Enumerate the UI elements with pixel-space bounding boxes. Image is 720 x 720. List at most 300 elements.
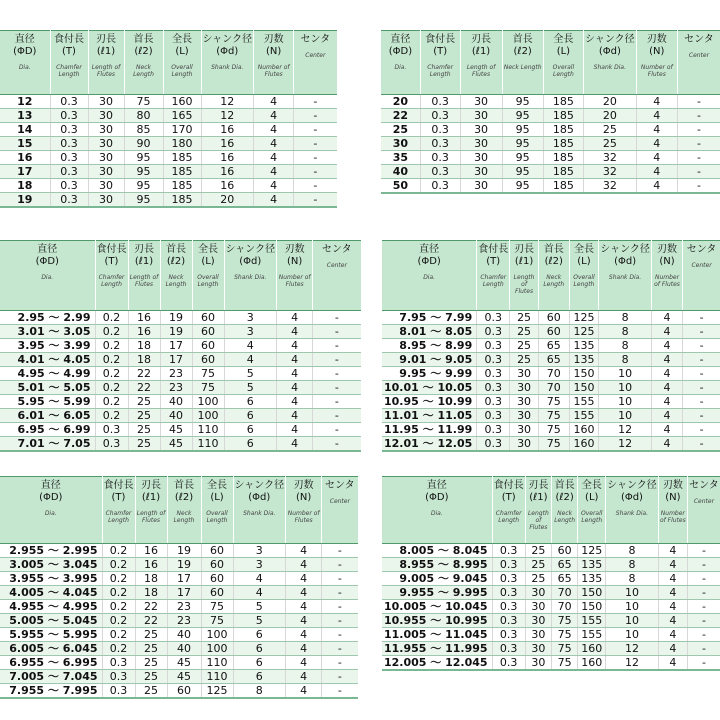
center-cell: - <box>322 586 358 600</box>
center-cell: - <box>322 558 358 572</box>
spec-table-dia-20-50 <box>381 30 720 194</box>
chamfer-length-cell: 0.3 <box>50 151 88 165</box>
overall-length-cell: 100 <box>201 642 233 656</box>
neck-length-cell: 95 <box>124 193 163 208</box>
flute-length-cell: 22 <box>135 614 167 628</box>
flute-count-cell: 4 <box>254 109 294 123</box>
table-row <box>381 165 720 179</box>
overall-length-cell: 135 <box>578 558 606 572</box>
overall-length-cell: 185 <box>543 179 583 194</box>
overall-length-cell: 180 <box>163 137 201 151</box>
chamfer-length-cell: 0.2 <box>95 339 128 353</box>
header-chamfer <box>102 477 135 544</box>
header-overall-en: Overall Length <box>197 274 219 288</box>
overall-length-cell: 100 <box>192 395 224 409</box>
center-cell: - <box>683 381 720 395</box>
chamfer-length-cell: 0.3 <box>420 109 460 123</box>
chamfer-length-cell: 0.3 <box>420 165 460 179</box>
center-cell: - <box>677 165 720 179</box>
diameter-cell: 2.95 ～ 2.99 <box>0 311 95 325</box>
header-num-jp: 刃数 <box>293 480 314 491</box>
diameter-cell: 10.01 ～ 10.05 <box>382 381 477 395</box>
header-neck-sym: (ℓ2) <box>174 492 194 503</box>
center-cell: - <box>294 165 337 179</box>
flute-length-cell: 25 <box>525 544 551 558</box>
chamfer-length-cell: 0.3 <box>492 628 525 642</box>
flute-count-cell: 4 <box>277 367 313 381</box>
diameter-cell: 9.01 ～ 9.05 <box>382 353 477 367</box>
diameter-cell: 5.01 ～ 5.05 <box>0 381 95 395</box>
neck-length-cell: 95 <box>502 179 543 194</box>
overall-length-cell: 185 <box>163 179 201 193</box>
diameter-cell: 13 <box>0 109 50 123</box>
center-cell: - <box>322 572 358 586</box>
header-dia-en: Dia. <box>430 510 443 517</box>
overall-length-cell: 170 <box>163 123 201 137</box>
shank-diameter-cell: 20 <box>201 193 254 208</box>
flute-count-cell: 4 <box>636 109 677 123</box>
header-shank-en: Shank Dia. <box>593 64 627 71</box>
table-row <box>382 558 720 572</box>
chamfer-length-cell: 0.3 <box>50 179 88 193</box>
table-row <box>0 367 361 381</box>
center-cell: - <box>677 151 720 165</box>
flute-count-cell: 4 <box>651 437 682 452</box>
flute-count-cell: 4 <box>254 123 294 137</box>
header-dia-en: Dia. <box>18 64 31 71</box>
header-shank-en: Shank Dia. <box>615 510 649 517</box>
flute-length-cell: 25 <box>128 437 160 452</box>
table-row <box>0 558 358 572</box>
header-num <box>651 241 682 311</box>
header-chamfer-jp: 食付長 <box>54 34 84 45</box>
diameter-cell: 4.95 ～ 4.99 <box>0 367 95 381</box>
header-flute-jp: 刃長 <box>528 480 549 491</box>
shank-diameter-cell: 16 <box>201 151 254 165</box>
center-cell: - <box>683 409 720 423</box>
header-dia <box>0 477 102 544</box>
table-row <box>0 409 361 423</box>
table-row <box>0 684 358 699</box>
neck-length-cell: 65 <box>551 572 577 586</box>
flute-length-cell: 25 <box>128 395 160 409</box>
neck-length-cell: 95 <box>502 109 543 123</box>
header-dia-sym: (ΦD) <box>425 492 449 503</box>
diameter-cell: 11.95 ～ 11.99 <box>382 423 477 437</box>
header-shank-jp: シャンク径 <box>202 34 253 45</box>
header-num <box>254 31 294 95</box>
header-shank-en: Shank Dia. <box>243 510 276 517</box>
header-chamfer-jp: 食付長 <box>425 34 456 45</box>
header-chamfer <box>95 241 128 311</box>
center-cell: - <box>313 409 361 423</box>
header-flute-jp: 刃長 <box>96 34 116 45</box>
flute-count-cell: 4 <box>277 409 313 423</box>
table-row <box>0 614 358 628</box>
header-num <box>286 477 322 544</box>
flute-length-cell: 25 <box>510 339 539 353</box>
header-flute-en: Length of Flutes <box>513 274 535 295</box>
shank-diameter-cell: 16 <box>201 165 254 179</box>
center-cell: - <box>294 109 337 123</box>
table-row <box>0 395 361 409</box>
header-chamfer-sym: (T) <box>486 256 501 267</box>
center-cell: - <box>322 684 358 699</box>
neck-length-cell: 95 <box>124 151 163 165</box>
center-cell: - <box>683 353 720 367</box>
header-overall-sym: (L) <box>201 256 215 267</box>
header-dia-sym: (ΦD) <box>35 256 59 267</box>
diameter-cell: 9.955 ～ 9.995 <box>382 586 492 600</box>
header-chamfer <box>420 31 460 95</box>
diameter-cell: 25 <box>381 123 420 137</box>
header-dia-jp: 直径 <box>419 244 440 255</box>
center-cell: - <box>294 179 337 193</box>
flute-length-cell: 30 <box>88 95 124 109</box>
table-row <box>0 325 361 339</box>
chamfer-length-cell: 0.3 <box>50 123 88 137</box>
table-row <box>0 165 337 179</box>
chamfer-length-cell: 0.3 <box>102 684 135 699</box>
neck-length-cell: 19 <box>160 311 192 325</box>
shank-diameter-cell: 12 <box>599 437 652 452</box>
header-chamfer <box>492 477 525 544</box>
flute-length-cell: 30 <box>525 656 551 671</box>
header-neck <box>160 241 192 311</box>
shank-diameter-cell: 10 <box>599 381 652 395</box>
flute-count-cell: 4 <box>277 325 313 339</box>
chamfer-length-cell: 0.3 <box>477 437 510 452</box>
header-num-jp: 刃数 <box>662 480 683 491</box>
header-neck-jp: 首長 <box>554 480 575 491</box>
header-overall <box>569 241 599 311</box>
flute-count-cell: 4 <box>254 151 294 165</box>
chamfer-length-cell: 0.2 <box>95 381 128 395</box>
header-neck-sym: (ℓ2) <box>513 46 532 57</box>
diameter-cell: 16 <box>0 151 50 165</box>
flute-count-cell: 4 <box>658 544 687 558</box>
chamfer-length-cell: 0.3 <box>477 311 510 325</box>
flute-length-cell: 18 <box>135 572 167 586</box>
neck-length-cell: 85 <box>124 123 163 137</box>
diameter-cell: 7.005 ～ 7.045 <box>0 670 102 684</box>
overall-length-cell: 185 <box>163 151 201 165</box>
flute-count-cell: 4 <box>286 656 322 670</box>
shank-diameter-cell: 4 <box>224 353 277 367</box>
overall-length-cell: 185 <box>163 193 201 208</box>
overall-length-cell: 60 <box>201 558 233 572</box>
overall-length-cell: 60 <box>201 586 233 600</box>
flute-count-cell: 4 <box>254 95 294 109</box>
neck-length-cell: 19 <box>167 544 201 558</box>
header-chamfer-en: Chamfer Length <box>105 510 132 524</box>
neck-length-cell: 90 <box>124 137 163 151</box>
overall-length-cell: 185 <box>543 165 583 179</box>
overall-length-cell: 165 <box>163 109 201 123</box>
flute-length-cell: 25 <box>128 423 160 437</box>
shank-diameter-cell: 8 <box>599 311 652 325</box>
flute-count-cell: 4 <box>651 381 682 395</box>
chamfer-length-cell: 0.3 <box>477 339 510 353</box>
header-chamfer-jp: 食付長 <box>96 244 127 255</box>
flute-count-cell: 4 <box>286 558 322 572</box>
table-row <box>382 628 720 642</box>
chamfer-length-cell: 0.3 <box>50 95 88 109</box>
header-chamfer <box>50 31 88 95</box>
header-num-jp: 刃数 <box>646 34 667 45</box>
table-row <box>381 179 720 194</box>
overall-length-cell: 160 <box>578 642 606 656</box>
flute-count-cell: 4 <box>658 558 687 572</box>
flute-count-cell: 4 <box>277 339 313 353</box>
neck-length-cell: 95 <box>502 137 543 151</box>
header-neck-en: Neck Length <box>133 64 154 78</box>
flute-count-cell: 4 <box>286 544 322 558</box>
header-chamfer-en: Chamfer Length <box>495 510 522 524</box>
flute-length-cell: 30 <box>88 151 124 165</box>
flute-count-cell: 4 <box>651 325 682 339</box>
table-row <box>382 656 720 671</box>
flute-count-cell: 4 <box>277 423 313 437</box>
chamfer-length-cell: 0.3 <box>477 325 510 339</box>
overall-length-cell: 110 <box>201 670 233 684</box>
shank-diameter-cell: 12 <box>606 642 659 656</box>
header-flute-sym: (ℓ1) <box>96 46 116 57</box>
shank-diameter-cell: 32 <box>584 165 637 179</box>
table-row <box>0 151 337 165</box>
flute-count-cell: 4 <box>636 165 677 179</box>
shank-diameter-cell: 8 <box>599 353 652 367</box>
diameter-cell: 9.005 ～ 9.045 <box>382 572 492 586</box>
table-row <box>382 586 720 600</box>
flute-count-cell: 4 <box>277 311 313 325</box>
flute-count-cell: 4 <box>658 642 687 656</box>
shank-diameter-cell: 25 <box>584 123 637 137</box>
header-overall-jp: 全長 <box>207 480 227 491</box>
center-cell: - <box>687 656 720 671</box>
table-row <box>0 109 337 123</box>
header-num-jp: 刃数 <box>657 244 678 255</box>
header-center <box>313 241 361 311</box>
header-neck <box>551 477 577 544</box>
shank-diameter-cell: 32 <box>584 151 637 165</box>
center-cell: - <box>687 642 720 656</box>
chamfer-length-cell: 0.2 <box>102 600 135 614</box>
flute-length-cell: 18 <box>135 586 167 600</box>
header-dia-en: Dia. <box>44 510 57 517</box>
header-overall-en: Overall Length <box>573 274 595 288</box>
neck-length-cell: 17 <box>160 339 192 353</box>
overall-length-cell: 160 <box>163 95 201 109</box>
diameter-cell: 12.005 ～ 12.045 <box>382 656 492 671</box>
flute-length-cell: 30 <box>525 642 551 656</box>
center-cell: - <box>683 339 720 353</box>
shank-diameter-cell: 10 <box>599 367 652 381</box>
overall-length-cell: 135 <box>569 353 599 367</box>
neck-length-cell: 60 <box>167 684 201 699</box>
diameter-cell: 8.01 ～ 8.05 <box>382 325 477 339</box>
shank-diameter-cell: 10 <box>599 395 652 409</box>
header-dia-jp: 直径 <box>37 244 58 255</box>
table-row <box>381 137 720 151</box>
header-chamfer-sym: (T) <box>501 492 516 503</box>
header-overall <box>201 477 233 544</box>
flute-length-cell: 30 <box>510 367 539 381</box>
header-overall-en: Overall Length <box>552 64 575 78</box>
overall-length-cell: 185 <box>543 137 583 151</box>
flute-length-cell: 25 <box>510 311 539 325</box>
center-cell: - <box>294 151 337 165</box>
table-row <box>381 123 720 137</box>
overall-length-cell: 125 <box>578 544 606 558</box>
header-row <box>382 241 720 311</box>
chamfer-length-cell: 0.2 <box>102 642 135 656</box>
shank-diameter-cell: 8 <box>233 684 286 699</box>
diameter-cell: 19 <box>0 193 50 208</box>
header-neck-en: Neck Length <box>543 274 565 288</box>
header-shank-sym: (Φd) <box>248 492 271 503</box>
chamfer-length-cell: 0.3 <box>420 151 460 165</box>
header-overall-jp: 全長 <box>172 34 192 45</box>
table-row <box>382 437 720 452</box>
shank-diameter-cell: 25 <box>584 137 637 151</box>
table-row <box>0 193 337 208</box>
header-flute-jp: 刃長 <box>471 34 492 45</box>
neck-length-cell: 70 <box>538 381 569 395</box>
flute-length-cell: 16 <box>128 311 160 325</box>
neck-length-cell: 23 <box>167 614 201 628</box>
header-shank <box>584 31 637 95</box>
table-row <box>0 572 358 586</box>
table-row <box>0 311 361 325</box>
shank-diameter-cell: 6 <box>233 656 286 670</box>
header-neck-jp: 首長 <box>543 244 564 255</box>
overall-length-cell: 160 <box>569 423 599 437</box>
center-cell: - <box>322 670 358 684</box>
neck-length-cell: 75 <box>551 642 577 656</box>
center-cell: - <box>294 123 337 137</box>
flute-length-cell: 25 <box>510 325 539 339</box>
header-flute-sym: (ℓ1) <box>514 256 534 267</box>
chamfer-length-cell: 0.3 <box>477 409 510 423</box>
chamfer-length-cell: 0.3 <box>477 381 510 395</box>
flute-count-cell: 4 <box>254 137 294 151</box>
overall-length-cell: 155 <box>569 409 599 423</box>
header-shank <box>233 477 286 544</box>
header-dia-en: Dia. <box>394 64 407 71</box>
diameter-cell: 22 <box>381 109 420 123</box>
overall-length-cell: 75 <box>201 600 233 614</box>
chamfer-length-cell: 0.3 <box>477 353 510 367</box>
chamfer-length-cell: 0.3 <box>492 600 525 614</box>
diameter-cell: 6.95 ～ 6.99 <box>0 423 95 437</box>
header-neck-en: Neck Length <box>173 510 195 524</box>
header-center-jp: センタ <box>686 244 717 255</box>
neck-length-cell: 95 <box>124 179 163 193</box>
shank-diameter-cell: 3 <box>224 325 277 339</box>
chamfer-length-cell: 0.3 <box>492 642 525 656</box>
diameter-cell: 5.005 ～ 5.045 <box>0 614 102 628</box>
chamfer-length-cell: 0.3 <box>492 558 525 572</box>
header-center-en: Center <box>329 498 350 505</box>
table-row <box>382 409 720 423</box>
chamfer-length-cell: 0.2 <box>102 628 135 642</box>
diameter-cell: 10.955 ～ 10.995 <box>382 614 492 628</box>
spec-table-dia-12-19 <box>0 30 337 208</box>
shank-diameter-cell: 12 <box>599 423 652 437</box>
neck-length-cell: 19 <box>167 558 201 572</box>
diameter-cell: 4.005 ～ 4.045 <box>0 586 102 600</box>
overall-length-cell: 185 <box>543 109 583 123</box>
diameter-cell: 11.955 ～ 11.995 <box>382 642 492 656</box>
overall-length-cell: 125 <box>201 684 233 699</box>
chamfer-length-cell: 0.3 <box>50 109 88 123</box>
header-num-jp: 刃数 <box>263 34 284 45</box>
neck-length-cell: 75 <box>538 437 569 452</box>
header-num-en: Number of Flutes <box>654 274 680 288</box>
table-row <box>381 109 720 123</box>
center-cell: - <box>683 325 720 339</box>
neck-length-cell: 70 <box>538 367 569 381</box>
flute-count-cell: 4 <box>636 95 677 109</box>
center-cell: - <box>313 367 361 381</box>
chamfer-length-cell: 0.3 <box>420 137 460 151</box>
flute-length-cell: 25 <box>135 684 167 699</box>
header-flute <box>135 477 167 544</box>
neck-length-cell: 75 <box>551 628 577 642</box>
overall-length-cell: 60 <box>192 311 224 325</box>
flute-length-cell: 25 <box>128 409 160 423</box>
flute-length-cell: 25 <box>525 558 551 572</box>
spec-table-dia-range-2-955-7-995 <box>0 476 358 699</box>
header-overall <box>163 31 201 95</box>
neck-length-cell: 40 <box>167 628 201 642</box>
flute-length-cell: 30 <box>460 123 502 137</box>
header-dia-sym: (ΦD) <box>417 256 441 267</box>
spec-table-dia-range-2-95-7-05 <box>0 240 361 452</box>
header-flute-jp: 刃長 <box>514 244 535 255</box>
header-neck-sym: (ℓ2) <box>134 46 153 57</box>
center-cell: - <box>322 614 358 628</box>
chamfer-length-cell: 0.3 <box>95 437 128 452</box>
header-num-sym: (N) <box>286 256 303 267</box>
diameter-cell: 20 <box>381 95 420 109</box>
header-flute-sym: (ℓ1) <box>529 492 548 503</box>
header-center <box>294 31 337 95</box>
flute-length-cell: 18 <box>128 339 160 353</box>
chamfer-length-cell: 0.3 <box>102 670 135 684</box>
chamfer-length-cell: 0.3 <box>492 572 525 586</box>
shank-diameter-cell: 8 <box>606 558 659 572</box>
diameter-cell: 50 <box>381 179 420 194</box>
neck-length-cell: 75 <box>538 409 569 423</box>
neck-length-cell: 70 <box>551 600 577 614</box>
header-flute-sym: (ℓ1) <box>141 492 161 503</box>
header-num-en: Number of Flutes <box>287 510 320 524</box>
overall-length-cell: 150 <box>578 586 606 600</box>
diameter-cell: 12 <box>0 95 50 109</box>
center-cell: - <box>687 600 720 614</box>
diameter-cell: 8.005 ～ 8.045 <box>382 544 492 558</box>
header-flute-en: Length of Flutes <box>129 274 159 288</box>
diameter-cell: 7.955 ～ 7.995 <box>0 684 102 699</box>
header-num-en: Number of Flutes <box>659 510 686 524</box>
header-flute-en: Length of Flutes <box>91 64 121 78</box>
table-row <box>382 353 720 367</box>
flute-count-cell: 4 <box>636 123 677 137</box>
header-dia <box>382 477 492 544</box>
header-chamfer <box>477 241 510 311</box>
